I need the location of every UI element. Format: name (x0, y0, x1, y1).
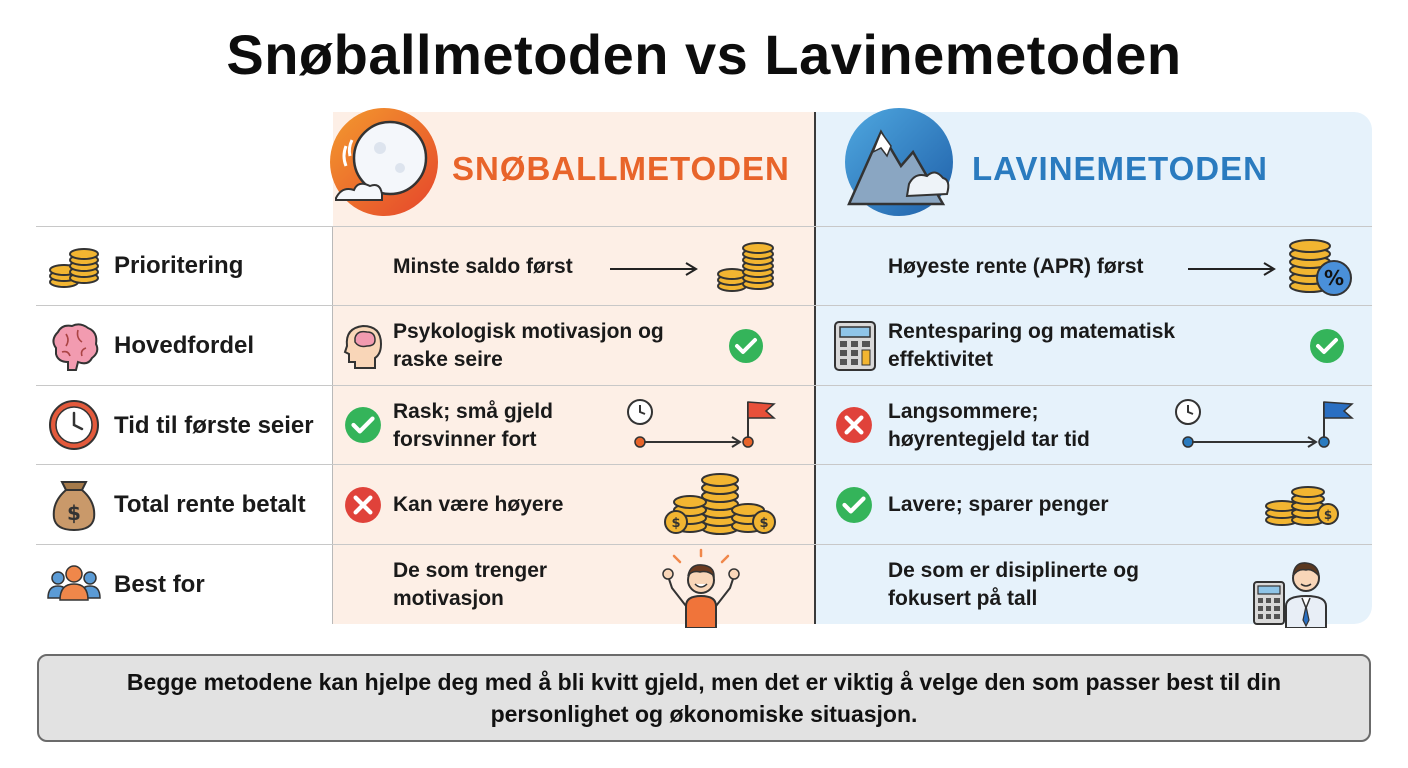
summary-note-text: Begge metodene kan hjelpe deg med å bli kvitt gjeld, men det er viktig å velge den som passer best til din personlighet og økonomiske situasjon. (126, 669, 1282, 727)
small-coin-pile-icon (1262, 482, 1342, 528)
clock-icon (46, 397, 102, 453)
row-label-best-for: Best for (114, 571, 205, 598)
head-brain-icon (341, 320, 387, 370)
snowball-rente-text: Kan være høyere (393, 493, 564, 516)
row-label-prioritering: Prioritering (114, 252, 244, 279)
svg-text:$: $ (671, 516, 681, 531)
snowball-icon (328, 106, 440, 218)
row-label-total-rente-betalt: Total rente betalt (114, 491, 306, 518)
arrow-right-icon (608, 259, 700, 279)
short-timeline-icon (622, 396, 782, 452)
svg-text:$: $ (1323, 508, 1333, 522)
row-divider (36, 226, 1372, 227)
avalanche-hovedfordel-text: Rentesparing og matematisk effektivitet (888, 320, 1176, 371)
avalanche-tid-text: Langsommere; høyrentegjeld tar tid (888, 400, 1090, 451)
avalanche-mountain-icon (843, 106, 955, 218)
label-column-divider (332, 226, 333, 624)
snowball-prioritering-text: Minste saldo først (393, 255, 573, 278)
avalanche-column-header: LAVINEMETODEN (972, 150, 1268, 187)
snowball-tid-text: Rask; små gjeld forsvinner fort (393, 400, 553, 451)
row-divider (36, 464, 1372, 465)
row-label-hovedfordel: Hovedfordel (114, 332, 255, 359)
checkmark-icon (728, 328, 764, 364)
summary-note (37, 654, 1371, 742)
person-with-calculator-icon (1250, 548, 1342, 628)
row-divider (36, 544, 1372, 545)
avalanche-prioritering-text: Høyeste rente (APR) først (888, 255, 1144, 278)
snowball-hovedfordel-text: Psykologisk motivasjon og raske seire (393, 320, 664, 371)
avalanche-rente-text: Lavere; sparer penger (888, 493, 1109, 516)
column-divider (814, 112, 816, 624)
cheering-person-icon (660, 548, 742, 628)
cross-icon (835, 406, 873, 444)
svg-text:$: $ (759, 516, 769, 531)
row-divider (36, 305, 1372, 306)
brain-icon (46, 318, 102, 374)
avalanche-best-for-text: De som er disiplinerte og fokusert på tall (888, 559, 1139, 610)
calculator-icon (832, 320, 878, 372)
snowball-column-header: SNØBALLMETODEN (452, 150, 790, 187)
arrow-right-icon (1186, 259, 1278, 279)
row-label-tid-til-forste-seier: Tid til første seier (114, 412, 314, 439)
page-title: Snøballmetoden vs Lavinemetoden (226, 23, 1182, 86)
percent-coin-stack-icon (1284, 234, 1356, 300)
svg-text:$: $ (67, 501, 81, 525)
coin-stack-icon (714, 238, 778, 296)
checkmark-icon (1309, 328, 1345, 364)
snowball-best-for-text: De som trenger motivasjon (393, 559, 548, 610)
people-icon (46, 556, 102, 612)
checkmark-icon (835, 486, 873, 524)
checkmark-icon (344, 406, 382, 444)
svg-text:%: % (1323, 266, 1345, 290)
large-coin-pile-icon (662, 470, 778, 540)
money-bag-icon (46, 476, 102, 532)
coin-stack-icon (46, 238, 102, 294)
row-divider (36, 385, 1372, 386)
long-timeline-icon (1170, 396, 1360, 452)
cross-icon (344, 486, 382, 524)
